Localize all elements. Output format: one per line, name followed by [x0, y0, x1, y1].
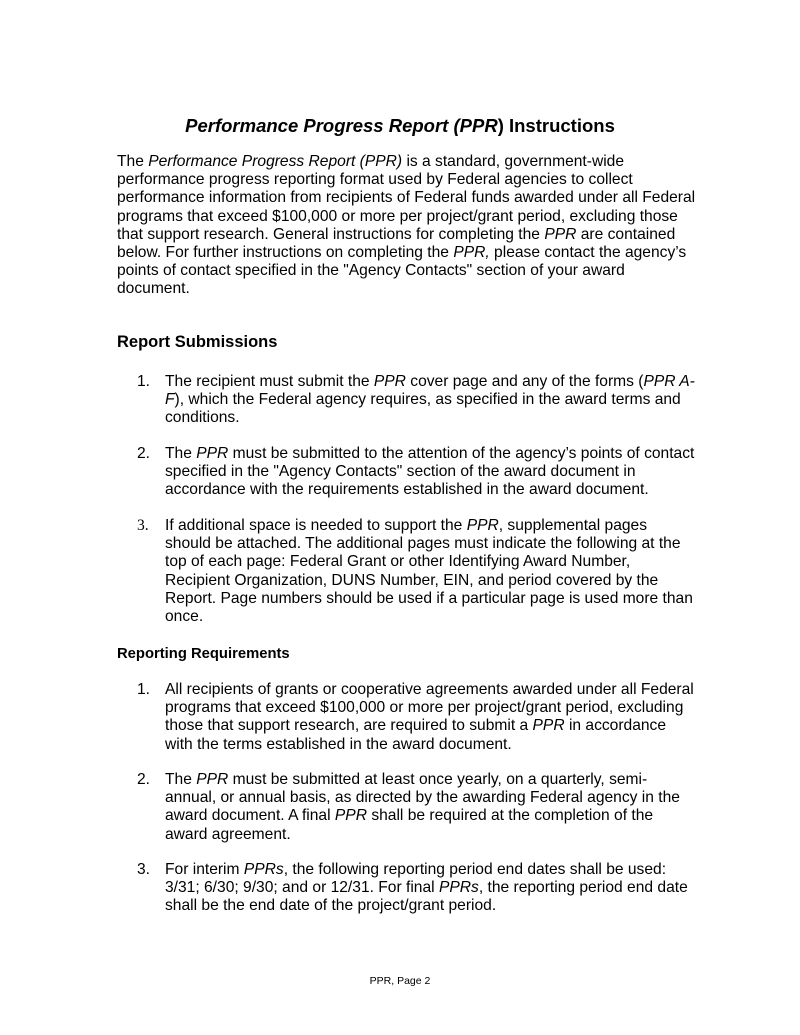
list-item-text: The PPR must be submitted at least once yearly, on a quarterly, semi-annual, or annual basis, as directed by the awarding Federal agency in the award document. A final PPR shall be required at the completion of the award agreement. — [165, 771, 680, 843]
intro-emphasis: PPR, — [453, 244, 490, 262]
list-item-text: All recipients of grants or cooperative agreements awarded under all Federal programs that exceed $100,000 or more per project/grant period, excluding those that support research, are required to submit a PPR in accordance with the terms established in the award document. — [165, 681, 694, 753]
list-number: 1. — [137, 373, 151, 390]
list-number: 2. — [137, 771, 151, 788]
page-title-rest: ) Instructions — [497, 115, 615, 136]
list-number: 1. — [137, 681, 151, 698]
page-title-italic: Performance Progress Report (PPR — [185, 115, 498, 136]
list-number: 2. — [137, 445, 151, 462]
section-heading-report-submissions: Report Submissions — [117, 333, 278, 351]
list-item-text: The PPR must be submitted to the attention of the agency’s points of contact specified in the "Agency Contacts" section of the award document in accordance with the requirements established in the award document. — [165, 445, 695, 499]
list-item — [137, 373, 697, 428]
intro-emphasis: Performance Progress Report (PPR) — [148, 153, 403, 170]
list-item-text: If additional space is needed to support the PPR, supplemental pages should be attached. The additional pages must indicate the following at the top of each page: Federal Grant or other Identifying Award Number, Recipient Organization, DUNS Number, EIN, and period covered by the Report. Page numbers should be used if a particular page is used more than once. — [165, 517, 693, 626]
page-title — [0, 114, 800, 138]
list-number: 3. — [137, 517, 149, 534]
intro-text: The — [117, 153, 149, 170]
list-number: 3. — [137, 861, 151, 878]
list-item — [137, 517, 697, 626]
list-item — [137, 861, 697, 916]
intro-emphasis: PPR — [544, 225, 577, 243]
intro-text: is a standard, government-wide performance progress reporting format used by Federal agencies to collect performance information from recipients of Federal funds awarded under all Federal programs that exceed $100,000 or more per project/grant period, excluding those that support research. General instructions for completing the — [117, 153, 696, 243]
list-item-text: For interim PPRs, the following reporting period end dates shall be used: 3/31; 6/30; 9/30; and or 12/31. For final PPRs, the reporting period end date shall be the end date of the project/grant period. — [165, 861, 688, 915]
page-footer: PPR, Page 2 — [369, 975, 431, 987]
intro-text: please contact the agency’s points of contact specified in the "Agency Contacts" section of your award document. — [117, 244, 687, 298]
intro-text: are contained below. For further instructions on completing the — [117, 225, 676, 262]
intro-paragraph — [117, 153, 697, 299]
list-item — [137, 771, 697, 844]
list-item — [137, 681, 697, 754]
list-item-text: The recipient must submit the PPR cover page and any of the forms (PPR A-F), which the Federal agency requires, as specified in the award terms and conditions. — [165, 373, 695, 427]
list-item — [137, 445, 697, 500]
section-heading-reporting-requirements: Reporting Requirements — [117, 646, 290, 662]
